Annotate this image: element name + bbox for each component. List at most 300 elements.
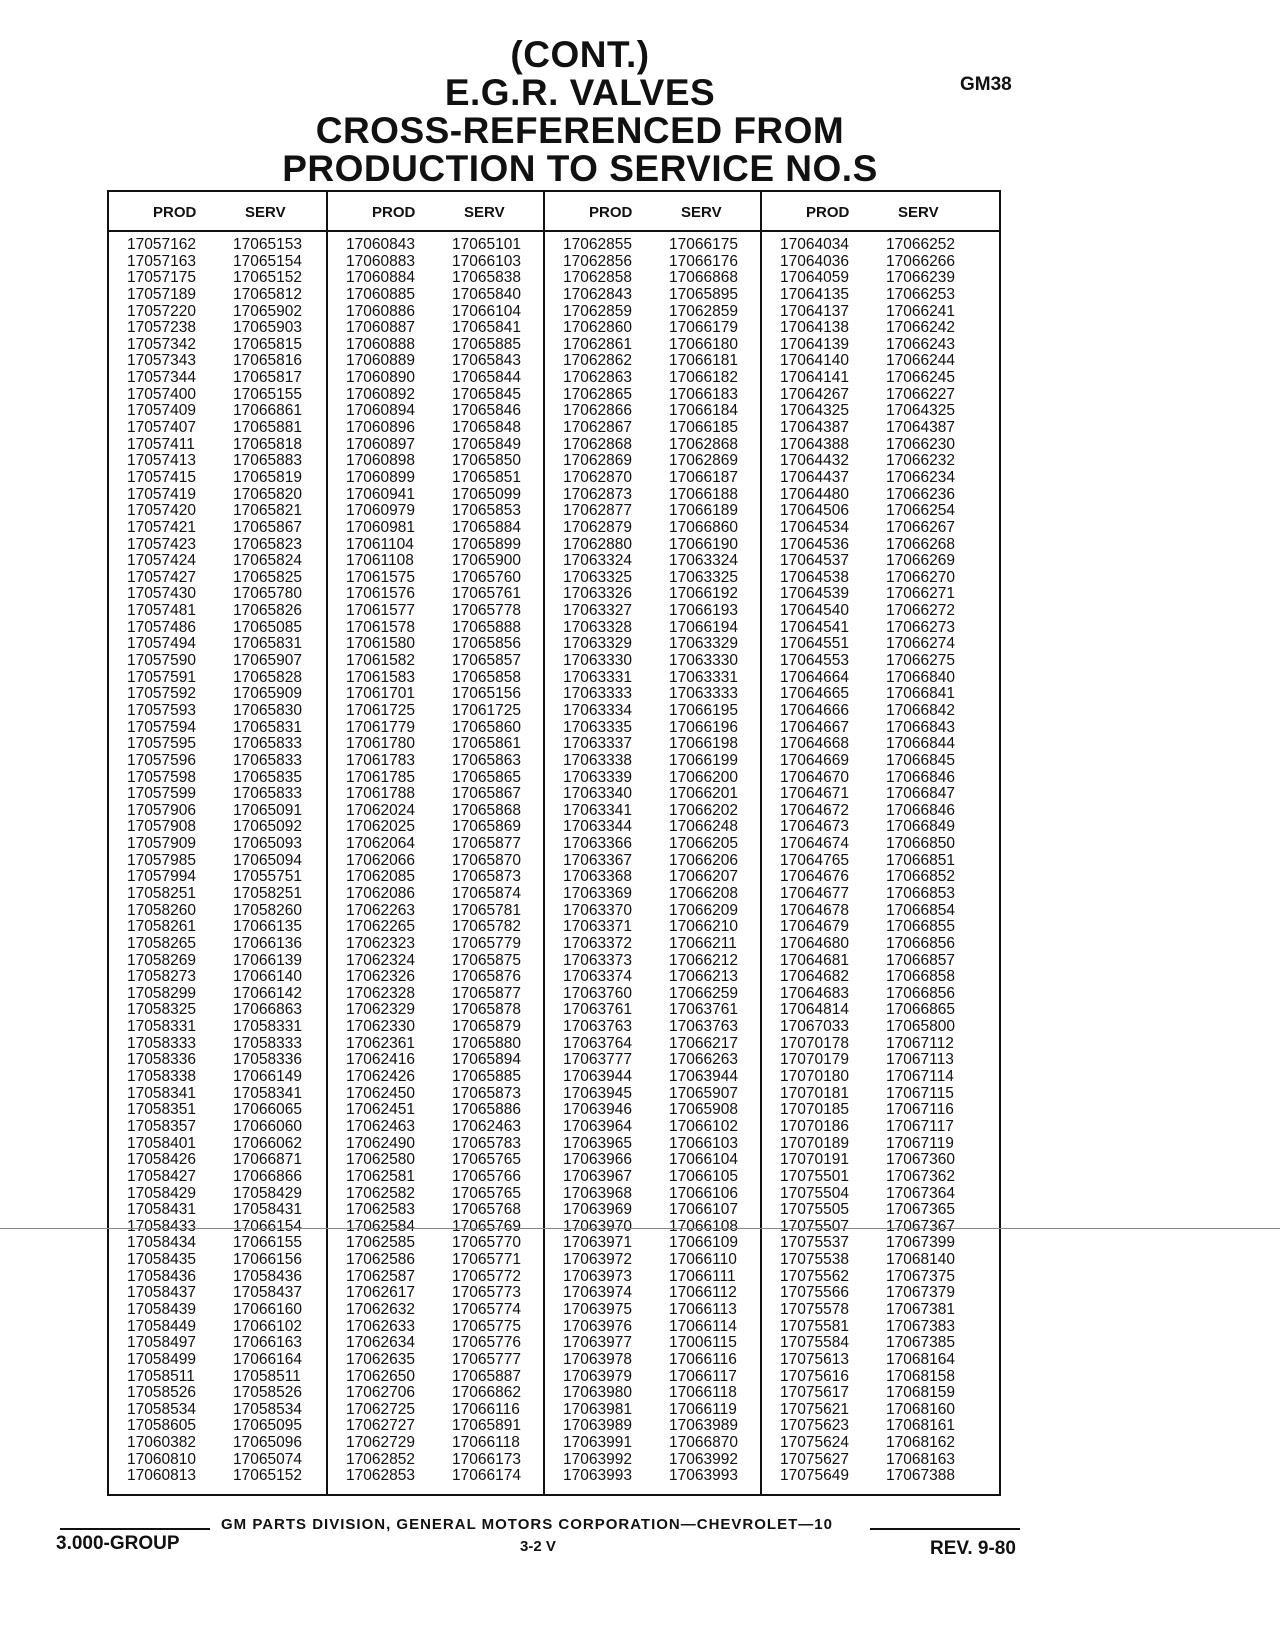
prod-number: 17064765 — [780, 851, 849, 869]
prod-number: 17060813 — [127, 1467, 196, 1485]
table-row — [545, 586, 760, 603]
prod-number: 17063976 — [563, 1317, 632, 1335]
table-row — [328, 304, 543, 321]
table-row — [328, 636, 543, 653]
prod-number: 17062451 — [346, 1101, 415, 1119]
table-row — [762, 1402, 999, 1419]
serv-number: 17065779 — [452, 934, 521, 952]
serv-number: 17063330 — [669, 652, 738, 670]
table-row — [762, 620, 999, 637]
table-row — [109, 1019, 326, 1036]
serv-number: 17063331 — [669, 668, 738, 686]
prod-number: 17070189 — [780, 1134, 849, 1152]
prod-number: 17064538 — [780, 568, 849, 586]
prod-number: 17063341 — [563, 801, 632, 819]
table-row — [328, 753, 543, 770]
serv-number: 17065812 — [233, 285, 302, 303]
serv-number: 17067367 — [886, 1217, 955, 1235]
prod-number: 17057906 — [127, 801, 196, 819]
prod-number: 17057423 — [127, 535, 196, 553]
table-row — [328, 1102, 543, 1119]
table-row — [545, 703, 760, 720]
table-row — [545, 570, 760, 587]
serv-number: 17065845 — [452, 385, 521, 403]
serv-number: 17065902 — [233, 302, 302, 320]
table-row — [545, 1352, 760, 1369]
table-column — [109, 192, 326, 1494]
serv-number: 17065863 — [452, 751, 521, 769]
serv-number: 17065903 — [233, 319, 302, 337]
table-row — [762, 1186, 999, 1203]
prod-number: 17064137 — [780, 302, 849, 320]
serv-number: 17066212 — [669, 951, 738, 969]
prod-number: 17063973 — [563, 1267, 632, 1285]
serv-number: 17065899 — [452, 535, 521, 553]
table-row — [762, 353, 999, 370]
table-row — [545, 853, 760, 870]
document-title — [220, 36, 940, 188]
prod-number: 17061785 — [346, 768, 415, 786]
table-row — [328, 503, 543, 520]
table-row — [328, 1186, 543, 1203]
table-row — [545, 304, 760, 321]
prod-number: 17064540 — [780, 602, 849, 620]
table-row — [109, 869, 326, 886]
prod-number: 17057486 — [127, 618, 196, 636]
prod-number: 17063945 — [563, 1084, 632, 1102]
column-header — [762, 192, 999, 232]
prod-number: 17057430 — [127, 585, 196, 603]
serv-number: 17068140 — [886, 1251, 955, 1269]
serv-number: 17065867 — [233, 518, 302, 536]
serv-number: 17058429 — [233, 1184, 302, 1202]
serv-number: 17065152 — [233, 269, 302, 287]
table-row — [762, 1452, 999, 1469]
prod-number: 17060899 — [346, 468, 415, 486]
prod-number: 17062323 — [346, 934, 415, 952]
table-row — [762, 819, 999, 836]
table-row — [109, 487, 326, 504]
table-row — [109, 503, 326, 520]
table-row — [109, 1385, 326, 1402]
table-row — [762, 337, 999, 354]
serv-number: 17065894 — [452, 1051, 521, 1069]
table-column — [760, 192, 999, 1494]
table-row — [762, 503, 999, 520]
table-row — [545, 636, 760, 653]
serv-number: 17066116 — [452, 1400, 520, 1418]
header-serv: SERV — [681, 204, 722, 221]
prod-number: 17064666 — [780, 701, 849, 719]
serv-number: 17066185 — [669, 419, 738, 437]
table-row — [328, 337, 543, 354]
table-row — [545, 387, 760, 404]
table-row — [109, 1452, 326, 1469]
table-row — [545, 1202, 760, 1219]
prod-number: 17063370 — [563, 901, 632, 919]
footer-rule-left — [60, 1528, 210, 1530]
prod-number: 17063340 — [563, 785, 632, 803]
prod-number: 17064267 — [780, 385, 849, 403]
table-row — [545, 353, 760, 370]
table-row — [109, 1002, 326, 1019]
prod-number: 17062584 — [346, 1217, 415, 1235]
prod-number: 17058265 — [127, 934, 196, 952]
prod-number: 17058434 — [127, 1234, 196, 1252]
prod-number: 17058427 — [127, 1167, 196, 1185]
prod-number: 17060883 — [346, 252, 415, 270]
prod-number: 17057420 — [127, 502, 196, 520]
table-row — [109, 254, 326, 271]
table-row — [762, 254, 999, 271]
prod-number: 17075501 — [780, 1167, 849, 1185]
serv-number: 17066188 — [669, 485, 738, 503]
prod-number: 17057343 — [127, 352, 196, 370]
table-row — [545, 1152, 760, 1169]
prod-number: 17062583 — [346, 1201, 415, 1219]
serv-number: 17058260 — [233, 901, 302, 919]
table-row — [109, 903, 326, 920]
serv-number: 17066062 — [233, 1134, 302, 1152]
table-row — [328, 570, 543, 587]
table-row — [328, 786, 543, 803]
prod-number: 17063366 — [563, 835, 632, 853]
table-row — [109, 953, 326, 970]
table-row — [545, 886, 760, 903]
prod-number: 17064141 — [780, 369, 849, 387]
prod-number: 17062582 — [346, 1184, 415, 1202]
serv-number: 17066135 — [233, 918, 302, 936]
prod-number: 17058401 — [127, 1134, 196, 1152]
prod-number: 17061578 — [346, 618, 415, 636]
table-row — [762, 1352, 999, 1369]
prod-number: 17057413 — [127, 452, 196, 470]
table-row — [328, 819, 543, 836]
prod-number: 17060896 — [346, 419, 415, 437]
serv-number: 17065849 — [452, 435, 521, 453]
table-row — [545, 320, 760, 337]
table-row — [328, 736, 543, 753]
prod-number: 17058299 — [127, 984, 196, 1002]
prod-number: 17070185 — [780, 1101, 849, 1119]
serv-number: 17066104 — [452, 302, 521, 320]
serv-number: 17066854 — [886, 901, 955, 919]
prod-number: 17061104 — [346, 535, 414, 553]
serv-number: 17066110 — [669, 1251, 737, 1269]
prod-number: 17058333 — [127, 1034, 196, 1052]
serv-number: 17066270 — [886, 568, 955, 586]
serv-number: 17066234 — [886, 468, 955, 486]
table-row — [328, 453, 543, 470]
prod-number: 17062862 — [563, 352, 632, 370]
prod-number: 17058436 — [127, 1267, 196, 1285]
prod-number: 17060382 — [127, 1434, 196, 1452]
serv-number: 17066849 — [886, 818, 955, 836]
serv-number: 17066112 — [669, 1284, 737, 1302]
prod-number: 17062855 — [563, 236, 632, 253]
prod-number: 17064814 — [780, 1001, 849, 1019]
serv-number: 17062868 — [669, 435, 738, 453]
table-row — [762, 919, 999, 936]
serv-number: 17065853 — [452, 502, 521, 520]
serv-number: 17066179 — [669, 319, 738, 337]
prod-number: 17058439 — [127, 1301, 196, 1318]
serv-number: 17063333 — [669, 685, 738, 703]
prod-number: 17062086 — [346, 884, 415, 902]
prod-number: 17057415 — [127, 468, 196, 486]
header-serv: SERV — [245, 204, 286, 221]
table-row — [545, 1119, 760, 1136]
serv-number: 17066174 — [452, 1467, 521, 1485]
table-row — [762, 270, 999, 287]
header-prod: PROD — [589, 204, 633, 221]
table-row — [328, 1036, 543, 1053]
prod-number: 17063971 — [563, 1234, 632, 1252]
prod-number: 17061582 — [346, 652, 415, 670]
prod-number: 17063326 — [563, 585, 632, 603]
prod-number: 17075649 — [780, 1467, 849, 1485]
table-row — [762, 1052, 999, 1069]
table-row — [328, 886, 543, 903]
table-row — [762, 437, 999, 454]
serv-number: 17065848 — [452, 419, 521, 437]
table-row — [762, 1102, 999, 1119]
table-row — [109, 653, 326, 670]
serv-number: 17066142 — [233, 984, 302, 1002]
column-rows — [109, 237, 326, 1485]
prod-number: 17064140 — [780, 352, 849, 370]
table-row — [328, 287, 543, 304]
table-row — [109, 969, 326, 986]
prod-number: 17058497 — [127, 1334, 196, 1352]
table-row — [328, 1369, 543, 1386]
prod-number: 17062585 — [346, 1234, 415, 1252]
table-row — [545, 287, 760, 304]
table-row — [545, 437, 760, 454]
prod-number: 17063964 — [563, 1117, 632, 1135]
prod-number: 17062867 — [563, 419, 632, 437]
prod-number: 17075505 — [780, 1201, 849, 1219]
prod-number: 17075581 — [780, 1317, 849, 1335]
serv-number: 17066847 — [886, 785, 955, 803]
prod-number: 17064139 — [780, 335, 849, 353]
serv-number: 17065857 — [452, 652, 521, 670]
prod-number: 17063991 — [563, 1434, 632, 1452]
table-row — [762, 703, 999, 720]
serv-number: 17065156 — [452, 685, 521, 703]
serv-number: 17066060 — [233, 1117, 302, 1135]
prod-number: 17060888 — [346, 335, 415, 353]
prod-number: 17061725 — [346, 701, 415, 719]
serv-number: 17068161 — [886, 1417, 955, 1435]
prod-number: 17058449 — [127, 1317, 196, 1335]
serv-number: 17065775 — [452, 1317, 521, 1335]
prod-number: 17064388 — [780, 435, 849, 453]
prod-number: 17063331 — [563, 668, 632, 686]
prod-number: 17063977 — [563, 1334, 632, 1352]
table-row — [762, 636, 999, 653]
serv-number: 17066241 — [886, 302, 955, 320]
serv-number: 17065833 — [233, 751, 302, 769]
table-row — [762, 736, 999, 753]
prod-number: 17063946 — [563, 1101, 632, 1119]
serv-number: 17065838 — [452, 269, 521, 287]
prod-number: 17058526 — [127, 1384, 196, 1402]
serv-number: 17066845 — [886, 751, 955, 769]
serv-number: 17065770 — [452, 1234, 521, 1252]
table-row — [328, 270, 543, 287]
serv-number: 17058431 — [233, 1201, 302, 1219]
table-row — [328, 869, 543, 886]
title-line: PRODUCTION TO SERVICE NO.S — [282, 148, 878, 189]
table-row — [109, 786, 326, 803]
serv-number: 17066108 — [669, 1217, 738, 1235]
serv-number: 17058333 — [233, 1034, 302, 1052]
serv-number: 17065074 — [233, 1450, 302, 1468]
prod-number: 17063337 — [563, 735, 632, 753]
serv-number: 17063329 — [669, 635, 738, 653]
table-row — [328, 553, 543, 570]
serv-number: 17066242 — [886, 319, 955, 337]
prod-number: 17063324 — [563, 552, 632, 570]
serv-number: 17062859 — [669, 302, 738, 320]
serv-number: 17066863 — [233, 1001, 302, 1019]
serv-number: 17065824 — [233, 552, 302, 570]
serv-number: 17066190 — [669, 535, 738, 553]
table-row — [109, 553, 326, 570]
prod-number: 17062843 — [563, 285, 632, 303]
serv-number: 17066103 — [669, 1134, 738, 1152]
table-row — [762, 370, 999, 387]
table-row — [762, 720, 999, 737]
table-row — [762, 686, 999, 703]
prod-number: 17061108 — [346, 552, 414, 570]
table-row — [545, 270, 760, 287]
table-row — [545, 403, 760, 420]
prod-number: 17062877 — [563, 502, 632, 520]
serv-number: 17058436 — [233, 1267, 302, 1285]
table-row — [545, 337, 760, 354]
table-row — [328, 853, 543, 870]
table-row — [109, 736, 326, 753]
serv-number: 17065856 — [452, 635, 521, 653]
table-row — [762, 986, 999, 1003]
prod-number: 17061779 — [346, 718, 415, 736]
prod-number: 17075537 — [780, 1234, 849, 1252]
serv-number: 17066176 — [669, 252, 738, 270]
column-header — [545, 192, 760, 232]
prod-number: 17063967 — [563, 1167, 632, 1185]
prod-number: 17064681 — [780, 951, 849, 969]
serv-number: 17066105 — [669, 1167, 738, 1185]
prod-number: 17062580 — [346, 1151, 415, 1169]
prod-number: 17064665 — [780, 685, 849, 703]
serv-number: 17066858 — [886, 968, 955, 986]
serv-number: 17065096 — [233, 1434, 302, 1452]
serv-number: 17066205 — [669, 835, 738, 853]
prod-number: 17064541 — [780, 618, 849, 636]
table-row — [545, 1136, 760, 1153]
prod-number: 17060892 — [346, 385, 415, 403]
table-row — [328, 1119, 543, 1136]
serv-number: 17065093 — [233, 835, 302, 853]
serv-number: 17065877 — [452, 984, 521, 1002]
serv-number: 17066274 — [886, 635, 955, 653]
table-row — [762, 1152, 999, 1169]
prod-number: 17062868 — [563, 435, 632, 453]
serv-number: 17065777 — [452, 1350, 521, 1368]
serv-number: 17065095 — [233, 1417, 302, 1435]
table-row — [109, 620, 326, 637]
prod-number: 17063328 — [563, 618, 632, 636]
prod-number: 17062263 — [346, 901, 415, 919]
table-row — [762, 1468, 999, 1485]
prod-number: 17062861 — [563, 335, 632, 353]
prod-number: 17063981 — [563, 1400, 632, 1418]
serv-number: 17066193 — [669, 602, 738, 620]
prod-number: 17075584 — [780, 1334, 849, 1352]
table-row — [545, 986, 760, 1003]
table-row — [328, 1285, 543, 1302]
prod-number: 17070191 — [780, 1151, 849, 1169]
header-prod: PROD — [153, 204, 197, 221]
serv-number: 17065094 — [233, 851, 302, 869]
serv-number: 17066184 — [669, 402, 738, 420]
table-row — [762, 1136, 999, 1153]
table-row — [545, 487, 760, 504]
header-serv: SERV — [464, 204, 505, 221]
prod-number: 17062858 — [563, 269, 632, 287]
prod-number: 17064036 — [780, 252, 849, 270]
prod-number: 17062635 — [346, 1350, 415, 1368]
prod-number: 17060979 — [346, 502, 415, 520]
serv-number: 17066163 — [233, 1334, 302, 1352]
serv-number: 17066860 — [669, 518, 738, 536]
table-row — [328, 1452, 543, 1469]
prod-number: 17063992 — [563, 1450, 632, 1468]
serv-number: 17058511 — [233, 1367, 301, 1385]
serv-number: 17066253 — [886, 285, 955, 303]
prod-number: 17058325 — [127, 1001, 196, 1019]
prod-number: 17058331 — [127, 1018, 196, 1036]
serv-number: 17065881 — [233, 419, 302, 437]
serv-number: 17066117 — [669, 1367, 737, 1385]
table-row — [762, 537, 999, 554]
prod-number: 17062869 — [563, 452, 632, 470]
prod-number: 17062853 — [346, 1467, 415, 1485]
serv-number: 17065887 — [452, 1367, 521, 1385]
table-row — [545, 1186, 760, 1203]
serv-number: 17066857 — [886, 951, 955, 969]
serv-number: 17065085 — [233, 618, 302, 636]
serv-number: 17066259 — [669, 984, 738, 1002]
serv-number: 17066211 — [669, 934, 737, 952]
serv-number: 17062869 — [669, 452, 738, 470]
prod-number: 17063371 — [563, 918, 632, 936]
table-row — [109, 986, 326, 1003]
serv-number: 17068158 — [886, 1367, 955, 1385]
serv-number: 17066113 — [669, 1301, 737, 1318]
table-row — [109, 1435, 326, 1452]
table-row — [109, 570, 326, 587]
serv-number: 17058534 — [233, 1400, 302, 1418]
prod-number: 17063979 — [563, 1367, 632, 1385]
table-row — [762, 520, 999, 537]
prod-number: 17058336 — [127, 1051, 196, 1069]
prod-number: 17063972 — [563, 1251, 632, 1269]
prod-number: 17060941 — [346, 485, 415, 503]
prod-number: 17064534 — [780, 518, 849, 536]
